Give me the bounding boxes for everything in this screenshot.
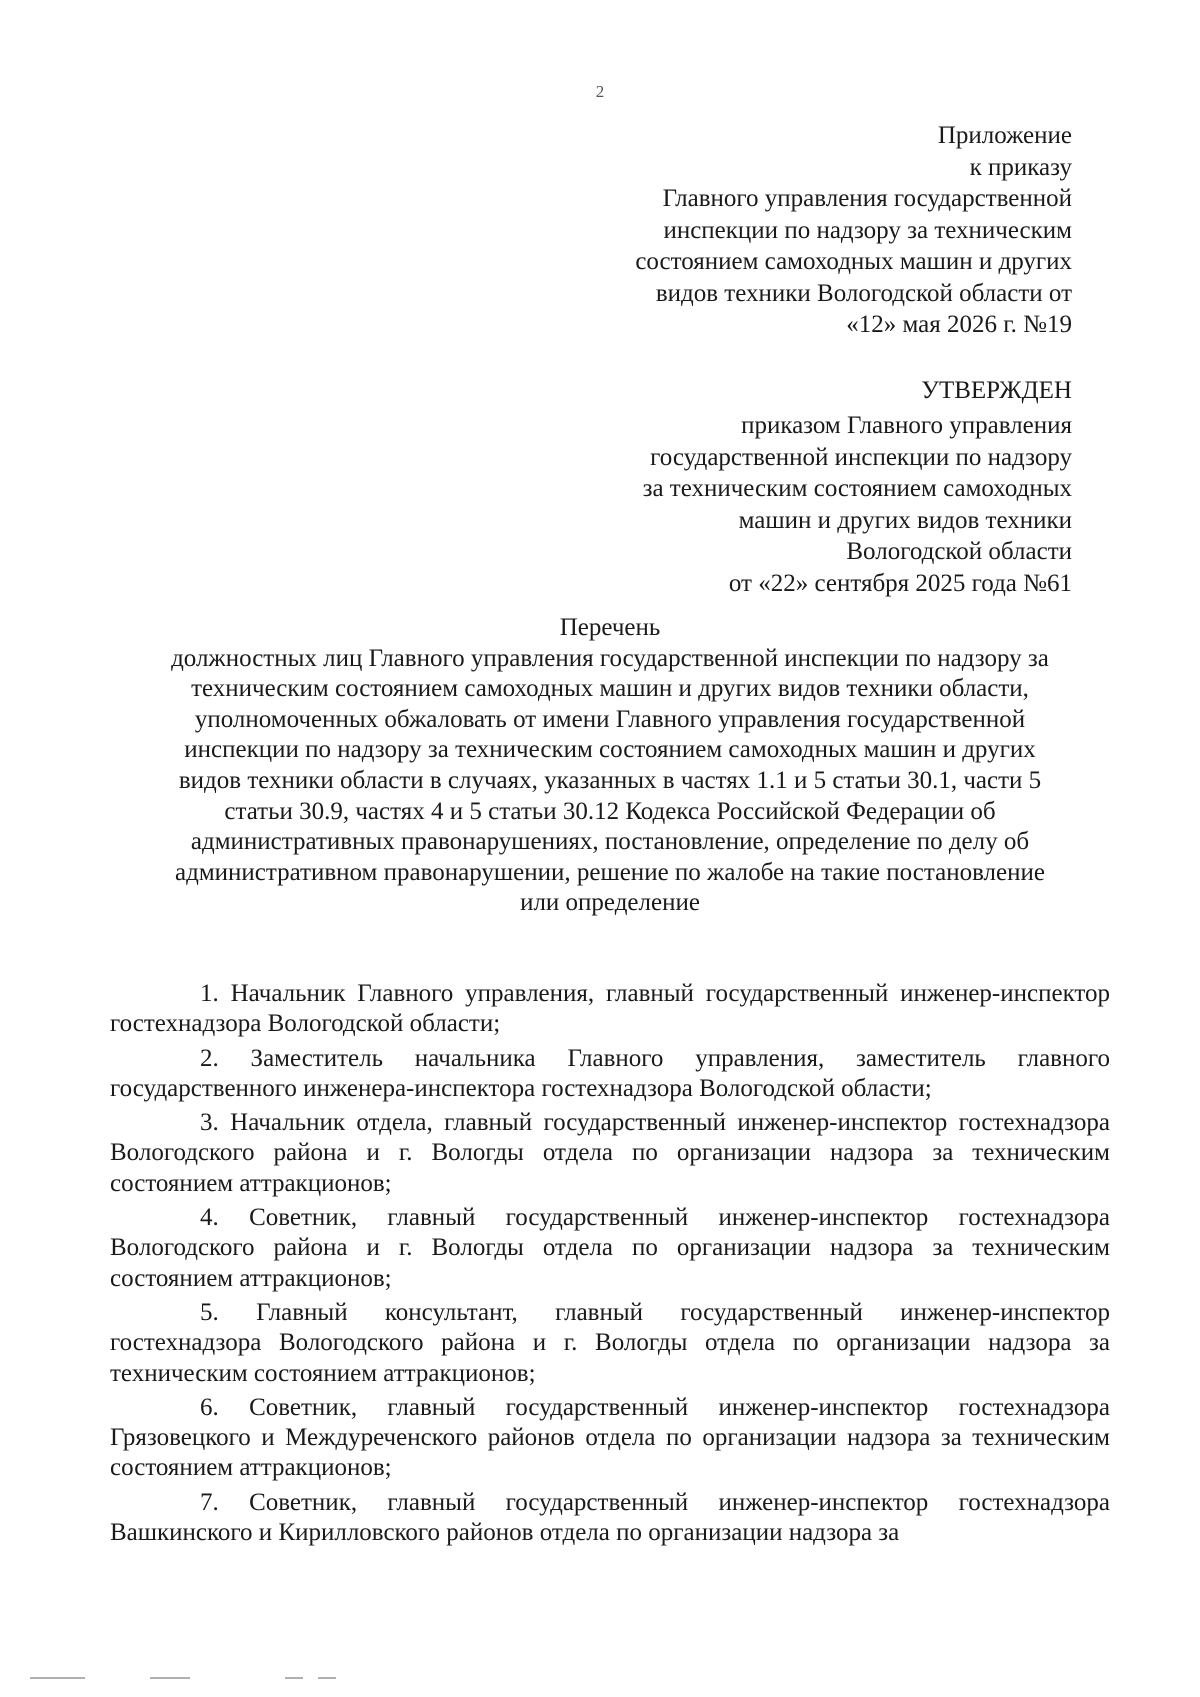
list-item: 1. Начальник Главного управления, главный государственный инженер-инспектор гостехнадзора Вологодской области; [110,980,1110,1038]
officials-list [110,979,1110,1552]
appendix-line: состоянием самоходных машин и других [635,248,1072,275]
appendix-line: Главного управления государственной [662,185,1072,212]
document-subheading-line: или определение [520,889,700,917]
document-subheading-line: инспекции по надзору за техническим состоянием самоходных машин и других [184,736,1036,764]
list-item: 5. Главный консультант, главный государственный инженер-инспектор гостехнадзора Вологодского района и г. Вологды отдела по организации надзора за техническим состоянием аттракционов; [110,1298,1110,1387]
document-subheading-line: техническим состоянием самоходных машин и других видов техники области, [191,675,1029,703]
page-number: 2 [595,82,605,101]
approved-block [512,374,1072,599]
scan-artifact [285,1677,303,1679]
list-item: 6. Советник, главный государственный инженер-инспектор гостехнадзора Грязовецкого и Междуреченского районов отдела по организации надзора за техническим состоянием аттракционов; [110,1393,1110,1482]
document-subheading-line: видов техники области в случаях, указанных в частях 1.1 и 5 статьи 30.1, части 5 [178,766,1042,794]
document-title-block [110,613,1110,919]
list-item: 7. Советник, главный государственный инженер-инспектор гостехнадзора Вашкинского и Кирилловского районов отдела по организации надзора за [110,1488,1110,1547]
approved-title: УТВЕРЖДЕН [921,377,1072,404]
scan-artifact [150,1677,190,1679]
appendix-line: Приложение [937,122,1072,149]
document-subheading-line: статьи 30.9, частях 4 и 5 статьи 30.12 Кодекса Российской Федерации об [224,797,996,825]
scan-artifact [318,1677,336,1679]
list-item: 4. Советник, главный государственный инженер-инспектор гостехнадзора Вологодского района и г. Вологды отдела по организации надзора за техническим состоянием аттракционов; [110,1204,1110,1292]
approved-line: от «22» сентября 2025 года №61 [728,569,1072,597]
appendix-block [552,120,1072,341]
document-subheading-line: административном правонарушении, решение по жалобе на такие постановление [175,858,1045,886]
appendix-line: «12» мая 2026 г. №19 [846,311,1072,338]
document-heading: Перечень [559,614,661,641]
list-item: 2. Заместитель начальника Главного управления, заместитель главного государственного инженера-инспектора гостехнадзора Вологодской области; [110,1044,1110,1102]
approved-line: Вологодской области [846,538,1072,565]
approved-line: государственной инспекции по надзору [650,443,1072,471]
scan-artifact [30,1677,85,1679]
list-item: 3. Начальник отдела, главный государственный инженер-инспектор гостехнадзора Вологодского района и г. Вологды отдела по организации надзора за техническим состоянием аттракционов; [110,1109,1110,1197]
appendix-line: к приказу [969,153,1072,181]
appendix-line: инспекции по надзору за техническим [663,216,1072,244]
approved-line: за техническим состоянием самоходных [642,475,1072,502]
document-subheading-line: уполномоченных обжаловать от имени Главного управления государственной [194,705,1026,733]
document-subheading-line: должностных лиц Главного управления государственной инспекции по надзору за [171,644,1049,672]
approved-line: машин и других видов техники [738,506,1072,534]
document-subheading-line: административных правонарушениях, постановление, определение по делу об [190,828,1030,856]
appendix-line: видов техники Вологодской области от [655,279,1072,307]
approved-line: приказом Главного управления [741,412,1072,439]
approved-text [512,410,1072,599]
